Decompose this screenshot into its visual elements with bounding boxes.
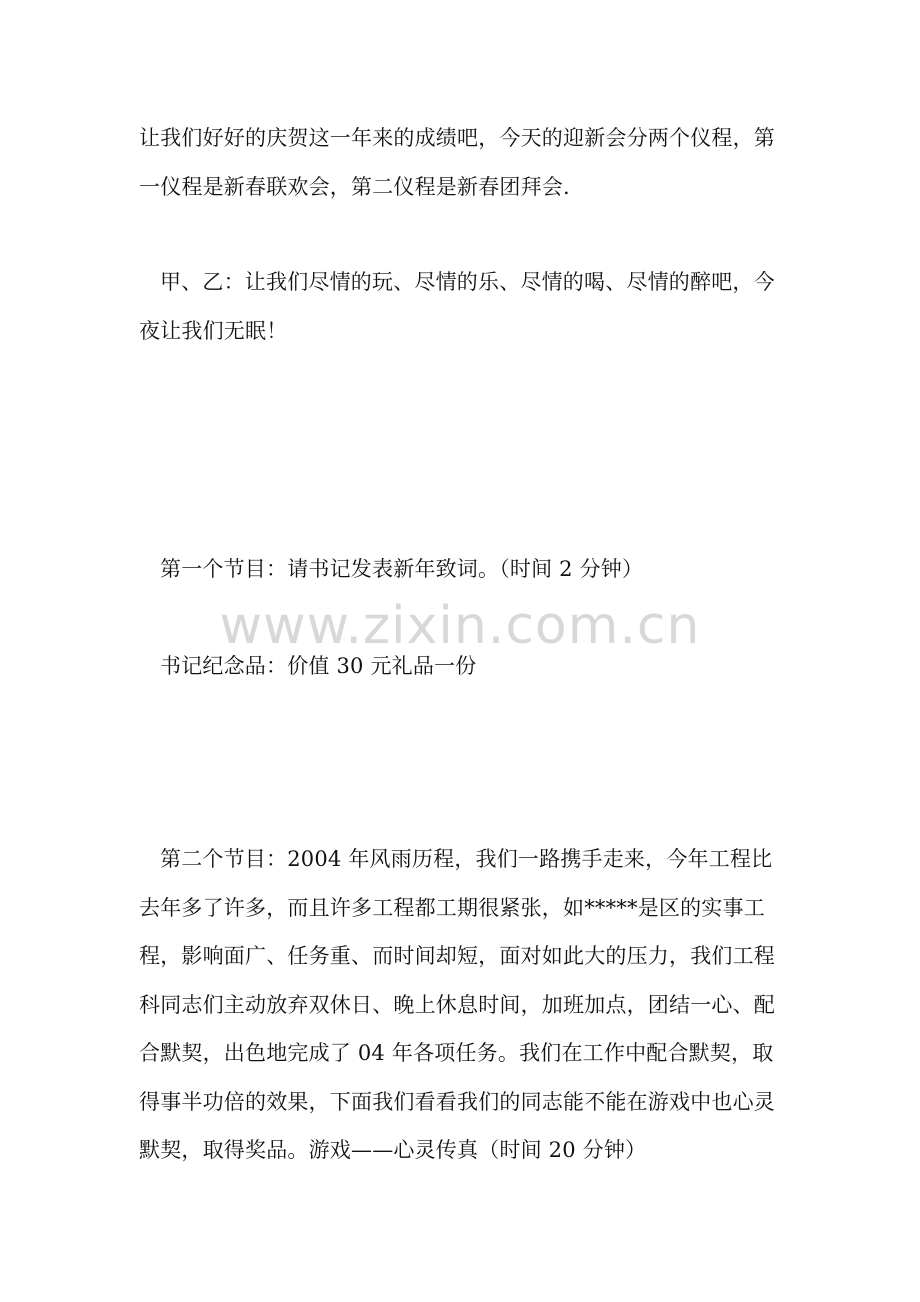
paragraph-line: 合默契，出色地完成了 04 年各项任务。我们在工作中配合默契，取 — [139, 1041, 774, 1065]
paragraph-line: 夜让我们无眠！ — [139, 318, 288, 343]
paragraph-line: 去年多了许多，而且许多工程都工期很紧张，如*****是区的实事工 — [139, 895, 765, 920]
paragraph-line: 第二个节目：2004 年风雨历程，我们一路携手走来，今年工程比 — [160, 847, 773, 871]
paragraph-line: 书记纪念品：价值 30 元礼品一份 — [160, 654, 477, 678]
paragraph-souvenir — [139, 642, 805, 691]
paragraph-line: 科同志们主动放弃双休日、晚上休息时间，加班加点，团结一心、配 — [139, 992, 775, 1017]
paragraph-hosts-line — [139, 258, 805, 355]
paragraph-line: 默契，取得奖品。游戏——心灵传真（时间 20 分钟） — [139, 1138, 647, 1162]
paragraph-line: 一仪程是新春联欢会，第二仪程是新春团拜会. — [139, 174, 570, 199]
watermark: www.zixin.com.cn — [219, 596, 701, 656]
paragraph-line: 第一个节目：请书记发表新年致词。（时间 2 分钟） — [160, 557, 644, 581]
paragraph-intro — [139, 114, 784, 211]
paragraph-program-one — [139, 545, 805, 594]
paragraph-line: 让我们好好的庆贺这一年来的成绩吧，今天的迎新会分两个仪程，第 — [139, 126, 775, 150]
paragraph-line: 甲、乙：让我们尽情的玩、尽情的乐、尽情的喝、尽情的醉吧，今 — [160, 270, 775, 294]
paragraph-line: 得事半功倍的效果，下面我们看看我们的同志能不能在游戏中也心灵 — [139, 1089, 775, 1114]
paragraph-line: 程，影响面广、任务重、而时间却短，面对如此大的压力，我们工程 — [139, 944, 775, 968]
paragraph-program-two — [139, 835, 805, 1175]
